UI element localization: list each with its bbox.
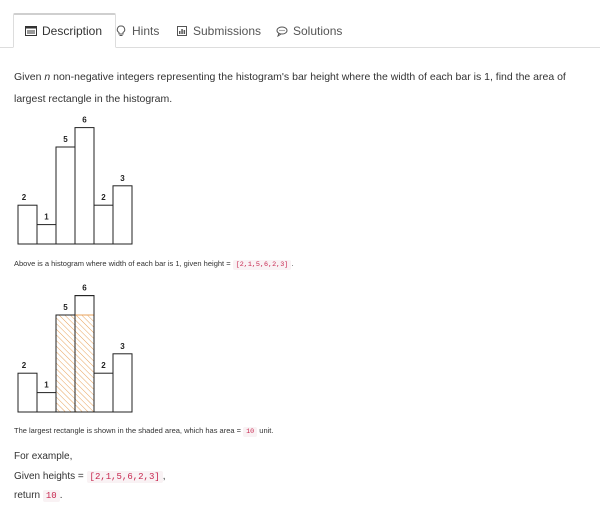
bar-value-label: 2 [21, 193, 27, 203]
histogram-bar [75, 128, 94, 244]
tab-bar [0, 0, 600, 48]
caption-text: Above is a histogram where width of each bar is 1, given height = [14, 259, 233, 268]
histogram-figure [14, 108, 144, 248]
problem-description [14, 66, 594, 110]
example-given [14, 471, 166, 482]
caption-code: 10 [243, 427, 257, 437]
bar-value-label: 3 [120, 341, 125, 351]
given-end: , [162, 471, 166, 482]
histogram-bar [18, 373, 37, 412]
bar-value-label: 3 [120, 173, 125, 183]
histogram-caption [14, 259, 293, 269]
histogram-bar [56, 147, 75, 244]
bar-value-label: 2 [101, 361, 106, 371]
histogram-bar [94, 373, 113, 412]
lightbulb-icon [115, 25, 127, 37]
return-text: return [14, 490, 43, 501]
comment-icon [276, 25, 288, 37]
intro-after: non-negative integers representing the histogram's bar height where the width of each bar is 1, find the area of largest rectangle in the histogram. [14, 71, 566, 105]
tab-label: Description [42, 24, 103, 38]
caption-end: unit. [257, 426, 274, 435]
submissions-icon [176, 25, 188, 37]
caption-end: . [291, 259, 294, 268]
histogram-bar [94, 205, 113, 244]
given-code: [2,1,5,6,2,3] [87, 471, 163, 483]
return-code: 10 [43, 490, 60, 502]
caption-code: [2,1,5,6,2,3] [233, 260, 292, 270]
bar-value-label: 1 [44, 380, 49, 390]
example-return [14, 490, 63, 501]
tab-label: Solutions [293, 23, 343, 38]
histogram-bar [37, 393, 56, 412]
given-text: Given heights = [14, 471, 87, 482]
intro-var: n [44, 71, 51, 83]
description-icon [25, 25, 37, 37]
tab-label: Hints [132, 23, 160, 38]
histogram-bar [113, 354, 132, 412]
histogram-bar [37, 225, 56, 244]
bar-value-label: 6 [82, 283, 87, 293]
shaded-caption [14, 426, 273, 436]
example-heading: For example, [14, 451, 73, 462]
histogram-shaded-figure [14, 276, 144, 416]
bar-value-label: 5 [63, 303, 68, 312]
tab-description[interactable] [13, 13, 116, 48]
histogram-bar [113, 186, 132, 244]
histogram-bar [18, 205, 37, 244]
intro-before: Given [14, 71, 45, 83]
tab-solutions[interactable] [276, 14, 342, 47]
bar-value-label: 6 [82, 115, 87, 125]
tab-submissions[interactable] [176, 14, 261, 47]
bar-value-label: 2 [21, 361, 27, 371]
bar-value-label: 1 [44, 212, 49, 222]
bar-value-label: 5 [63, 135, 68, 144]
tab-hints[interactable] [115, 14, 159, 47]
bar-value-label: 2 [101, 193, 106, 203]
caption-text: The largest rectangle is shown in the shaded area, which has area = [14, 426, 244, 435]
tab-label: Submissions [193, 23, 262, 38]
return-end: . [59, 490, 63, 501]
